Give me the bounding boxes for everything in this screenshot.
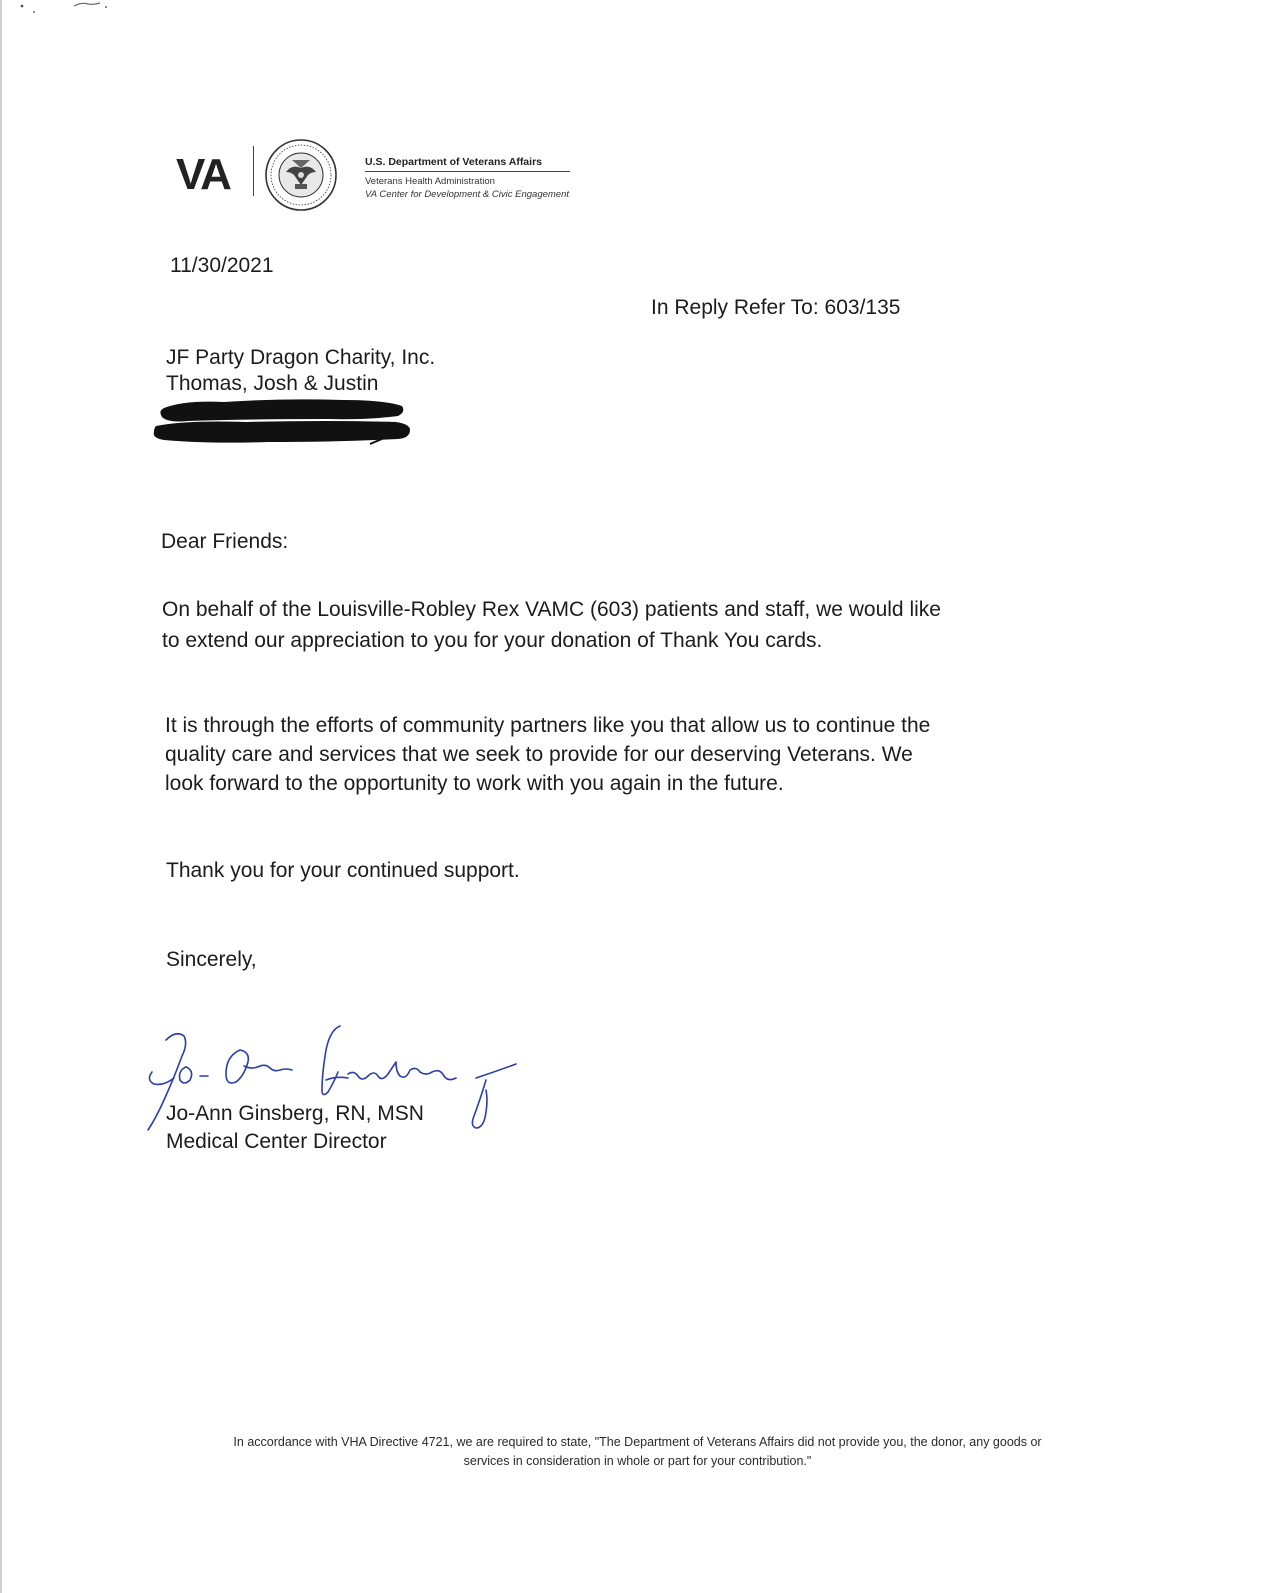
disclaimer-line: In accordance with VHA Directive 4721, we are required to state, "The Department of Veterans Affairs did not provide you, the donor, any goods or	[233, 1435, 1042, 1449]
paragraph-2	[165, 711, 930, 798]
va-seal-icon	[264, 138, 338, 212]
paragraph-line: It is through the efforts of community partners like you that allow us to continue the	[165, 714, 931, 737]
department-name: U.S. Department of Veterans Affairs	[365, 156, 570, 172]
paragraph-line: to extend our appreciation to you for your donation of Thank You cards.	[162, 629, 823, 652]
redaction-mark	[150, 396, 420, 454]
letterhead-divider	[253, 146, 254, 196]
center-name: VA Center for Development & Civic Engagement	[365, 189, 569, 200]
paragraph-3	[166, 857, 520, 885]
salutation: Dear Friends:	[161, 530, 289, 553]
signer-title: Medical Center Director	[166, 1130, 387, 1153]
closing: Sincerely,	[166, 948, 257, 971]
recipient-organization: JF Party Dragon Charity, Inc.	[166, 346, 436, 369]
letter-date: 11/30/2021	[170, 254, 274, 277]
paragraph-line: Thank you for your continued support.	[166, 859, 520, 882]
paragraph-line: On behalf of the Louisville-Robley Rex VAMC (603) patients and staff, we would like	[162, 598, 941, 621]
reply-reference: In Reply Refer To: 603/135	[651, 296, 901, 319]
page-edge	[0, 0, 2, 1593]
va-logo: VA	[176, 150, 230, 199]
paragraph-1	[162, 594, 941, 656]
footer-disclaimer	[150, 1433, 1125, 1471]
administration-name: Veterans Health Administration	[365, 176, 495, 187]
letterhead	[176, 138, 636, 213]
department-block	[365, 152, 625, 201]
scan-specks	[8, 0, 128, 20]
recipient-names: Thomas, Josh & Justin	[166, 372, 379, 395]
signer-name: Jo-Ann Ginsberg, RN, MSN	[166, 1102, 424, 1125]
disclaimer-line: services in consideration in whole or part for your contribution."	[463, 1454, 812, 1468]
paragraph-line: quality care and services that we seek to provide for our deserving Veterans. We	[165, 743, 913, 766]
paragraph-line: look forward to the opportunity to work with you again in the future.	[165, 772, 784, 795]
